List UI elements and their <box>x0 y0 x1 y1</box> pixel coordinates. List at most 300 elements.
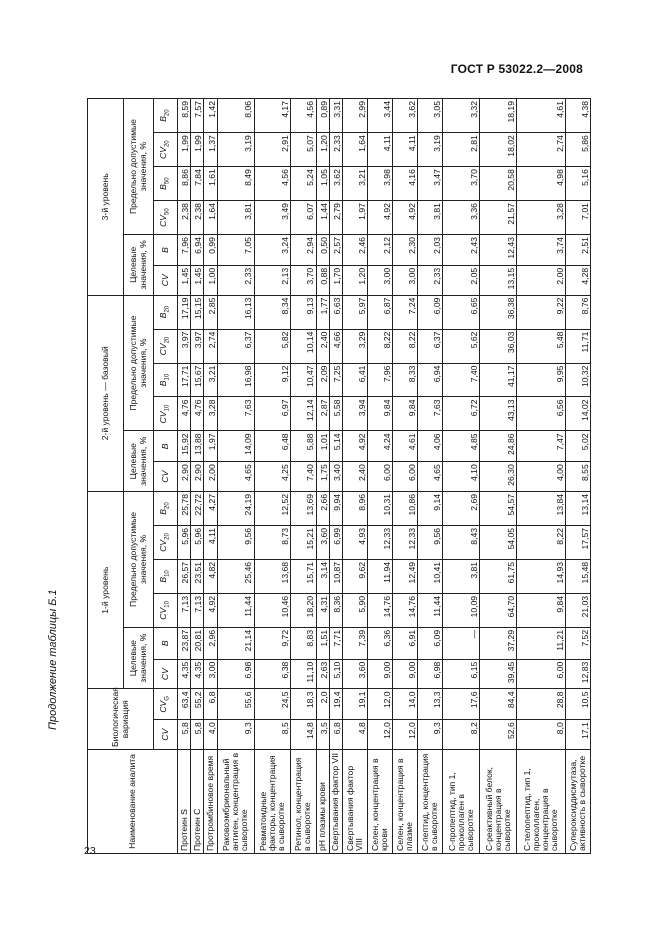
value-cell: 4,92 <box>204 593 217 627</box>
value-cell: 4,61 <box>393 431 418 462</box>
value-cell: 2,05 <box>443 265 480 295</box>
value-cell: 24,86 <box>480 431 517 462</box>
value-cell: 2,79 <box>329 201 342 235</box>
value-cell: 3,19 <box>418 133 443 167</box>
value-cell: 10,09 <box>443 593 480 627</box>
value-cell: 28,8 <box>517 689 566 720</box>
value-cell: 10,32 <box>565 363 590 397</box>
analyte-name: pH плазмы крови <box>316 749 329 853</box>
value-cell: 6,72 <box>443 397 480 431</box>
value-cell: 3,40 <box>329 462 342 492</box>
value-cell: 10,41 <box>418 559 443 593</box>
value-cell: 7,47 <box>517 431 566 462</box>
value-cell: 1,70 <box>329 265 342 295</box>
value-cell: 3,70 <box>443 167 480 201</box>
value-cell: 3,29 <box>342 329 367 363</box>
value-cell: 14,02 <box>565 397 590 431</box>
value-cell: 1,75 <box>316 462 329 492</box>
analyte-name: Протеин C <box>191 749 204 853</box>
value-cell: 2,30 <box>393 235 418 266</box>
table-row <box>517 99 566 854</box>
analyte-name: Селен, концентрация в крови <box>367 749 392 853</box>
target-header: Целевые значения, % <box>124 431 154 492</box>
value-cell: 1,99 <box>191 133 204 167</box>
analyte-name: Протеин S <box>178 749 191 853</box>
value-cell: 6,87 <box>367 295 392 329</box>
value-cell: 6,41 <box>342 363 367 397</box>
value-cell: 9,3 <box>418 720 443 750</box>
col-b20: $B_{20}$ <box>154 295 178 329</box>
value-cell: 39,45 <box>480 659 517 689</box>
value-cell: 2,43 <box>443 235 480 266</box>
value-cell: 26,30 <box>480 462 517 492</box>
value-cell: 3,5 <box>316 720 329 750</box>
value-cell: 15,48 <box>565 559 590 593</box>
value-cell: 8,2 <box>443 720 480 750</box>
value-cell: 2,09 <box>316 363 329 397</box>
value-cell: 5,02 <box>565 431 590 462</box>
analyte-name: Ретинол, концентрация в сыворотке <box>291 749 316 853</box>
value-cell: 7,24 <box>393 295 418 329</box>
value-cell: 12,14 <box>291 397 316 431</box>
value-cell: 41,17 <box>480 363 517 397</box>
value-cell: 17,71 <box>178 363 191 397</box>
value-cell: 4,28 <box>565 265 590 295</box>
value-cell: 7,63 <box>217 397 254 431</box>
value-cell: 6,37 <box>217 329 254 363</box>
value-cell: 4,17 <box>254 99 291 133</box>
value-cell: 6,09 <box>418 295 443 329</box>
value-cell: 8,22 <box>517 525 566 559</box>
value-cell: 64,70 <box>480 593 517 627</box>
value-cell: 11,21 <box>517 627 566 659</box>
value-cell: 5,82 <box>254 329 291 363</box>
value-cell: 1,61 <box>204 167 217 201</box>
analyte-name: С-пептид, концентрация в сыворотке <box>418 749 443 853</box>
value-cell: 14,8 <box>291 720 316 750</box>
limit-header: Предельно допустимые значения, % <box>124 99 154 235</box>
value-cell: 2,38 <box>178 201 191 235</box>
value-cell: 2,33 <box>418 265 443 295</box>
value-cell: 4,0 <box>204 720 217 750</box>
value-cell: 11,71 <box>565 329 590 363</box>
value-cell: 22,72 <box>191 491 204 525</box>
value-cell: 9,00 <box>367 659 392 689</box>
col-b: B <box>154 431 178 462</box>
value-cell: 4,31 <box>316 593 329 627</box>
value-cell: 3,81 <box>443 559 480 593</box>
value-cell: 2,33 <box>329 133 342 167</box>
value-cell: 3,05 <box>418 99 443 133</box>
value-cell: 6,99 <box>329 525 342 559</box>
value-cell: 1,44 <box>316 201 329 235</box>
value-cell: 5,48 <box>517 329 566 363</box>
col-cv: CV <box>154 265 178 295</box>
col-b10: $B_{10}$ <box>154 363 178 397</box>
value-cell: 17,6 <box>443 689 480 720</box>
value-cell: 2,12 <box>367 235 392 266</box>
value-cell: 4,38 <box>565 99 590 133</box>
value-cell: 7,71 <box>329 627 342 659</box>
value-cell: 17,57 <box>565 525 590 559</box>
value-cell: 13,88 <box>191 431 204 462</box>
value-cell: 7,01 <box>565 201 590 235</box>
value-cell: 7,96 <box>178 235 191 266</box>
value-cell: 6,00 <box>393 462 418 492</box>
value-cell: 14,76 <box>367 593 392 627</box>
value-cell: 6,00 <box>367 462 392 492</box>
value-cell: 2,90 <box>178 462 191 492</box>
value-cell: 5,97 <box>342 295 367 329</box>
value-cell: 52,6 <box>480 720 517 750</box>
value-cell: 6,91 <box>393 627 418 659</box>
value-cell: 3,70 <box>291 265 316 295</box>
table-row <box>367 99 392 854</box>
value-cell: 63,4 <box>178 689 191 720</box>
value-cell: 2,87 <box>316 397 329 431</box>
value-cell: 4,76 <box>178 397 191 431</box>
col-cv20: $CV_{20}$ <box>154 133 178 167</box>
value-cell: 5,96 <box>178 525 191 559</box>
value-cell: 7,39 <box>342 627 367 659</box>
value-cell: 5,10 <box>329 659 342 689</box>
value-cell: 25,46 <box>217 559 254 593</box>
value-cell: 4,06 <box>418 431 443 462</box>
value-cell: 8,22 <box>393 329 418 363</box>
value-cell: 3,74 <box>517 235 566 266</box>
value-cell: 5,58 <box>329 397 342 431</box>
value-cell: 25,78 <box>178 491 191 525</box>
value-cell: 8,86 <box>178 167 191 201</box>
analyte-table <box>87 98 591 854</box>
col-b20: $B_{20}$ <box>154 491 178 525</box>
value-cell: 1,05 <box>316 167 329 201</box>
value-cell: 0,50 <box>316 235 329 266</box>
value-cell: 9,56 <box>217 525 254 559</box>
value-cell: 8,06 <box>217 99 254 133</box>
value-cell: 36,38 <box>480 295 517 329</box>
value-cell: 6,38 <box>254 659 291 689</box>
table-row <box>393 99 418 854</box>
value-cell: 10,86 <box>393 491 418 525</box>
value-cell: 3,44 <box>367 99 392 133</box>
value-cell: 1,51 <box>316 627 329 659</box>
value-cell: 5,62 <box>443 329 480 363</box>
value-cell: 21,57 <box>480 201 517 235</box>
value-cell: 4,56 <box>254 167 291 201</box>
standard-designation: ГОСТ Р 53022.2—2008 <box>450 62 583 76</box>
value-cell: 18,02 <box>480 133 517 167</box>
value-cell: 5,90 <box>342 593 367 627</box>
value-cell: 4,24 <box>367 431 392 462</box>
value-cell: 7,13 <box>178 593 191 627</box>
value-cell: 2,40 <box>342 462 367 492</box>
value-cell: 5,8 <box>178 720 191 750</box>
value-cell: 1,77 <box>316 295 329 329</box>
value-cell: 15,21 <box>291 525 316 559</box>
analyte-name: Супероксиддисмутаза, активность в сыворотке <box>565 749 590 853</box>
value-cell: 2,33 <box>217 265 254 295</box>
value-cell: 4,10 <box>443 462 480 492</box>
value-cell: 12,0 <box>393 720 418 750</box>
value-cell: 8,43 <box>443 525 480 559</box>
value-cell: 3,21 <box>204 363 217 397</box>
value-cell: 15,92 <box>178 431 191 462</box>
value-cell: 9,12 <box>254 363 291 397</box>
value-cell: 13,68 <box>254 559 291 593</box>
level1-header: 1-й уровень <box>88 491 124 688</box>
value-cell: 3,81 <box>217 201 254 235</box>
value-cell: 36,03 <box>480 329 517 363</box>
value-cell: 61,75 <box>480 559 517 593</box>
value-cell: 10,47 <box>291 363 316 397</box>
value-cell: 3,31 <box>329 99 342 133</box>
col-cv10: $CV_{10}$ <box>154 593 178 627</box>
table-row <box>178 99 191 854</box>
value-cell: 11,44 <box>217 593 254 627</box>
value-cell: 4,11 <box>204 525 217 559</box>
value-cell: 14,76 <box>393 593 418 627</box>
value-cell: 2,03 <box>418 235 443 266</box>
table-body <box>178 99 591 854</box>
value-cell: 8,55 <box>565 462 590 492</box>
analyte-name: Ревматоидные факторы, концентрация в сыворотке <box>254 749 291 853</box>
value-cell: 4,98 <box>517 167 566 201</box>
value-cell: 5,14 <box>329 431 342 462</box>
col-b20: $B_{20}$ <box>154 99 178 133</box>
col-cv20: $CV_{20}$ <box>154 329 178 363</box>
value-cell: 12,33 <box>393 525 418 559</box>
value-cell: 7,96 <box>367 363 392 397</box>
value-cell: 20,81 <box>191 627 204 659</box>
rotated-table-wrapper <box>87 98 591 854</box>
value-cell: 6,09 <box>418 627 443 659</box>
value-cell: 43,13 <box>480 397 517 431</box>
value-cell: 4,35 <box>178 659 191 689</box>
value-cell: 1,45 <box>178 265 191 295</box>
value-cell: 12,0 <box>367 720 392 750</box>
value-cell: 9,94 <box>329 491 342 525</box>
analyte-name: Протромбиновое время <box>204 749 217 853</box>
value-cell: 1,45 <box>191 265 204 295</box>
value-cell: 4,76 <box>191 397 204 431</box>
value-cell: 9,14 <box>418 491 443 525</box>
value-cell: 18,19 <box>480 99 517 133</box>
value-cell: 2,94 <box>291 235 316 266</box>
value-cell: 10,87 <box>329 559 342 593</box>
value-cell: 12,52 <box>254 491 291 525</box>
value-cell: 2,96 <box>204 627 217 659</box>
value-cell: 2,74 <box>204 329 217 363</box>
table-row <box>191 99 204 854</box>
value-cell: 7,13 <box>191 593 204 627</box>
value-cell: 2,0 <box>316 689 329 720</box>
value-cell: 9,22 <box>517 295 566 329</box>
col-cvg: $CV_G$ <box>154 689 178 720</box>
analyte-name: С-пропептид, тип 1, проколлаген в сыворотке <box>443 749 480 853</box>
value-cell: 2,99 <box>342 99 367 133</box>
value-cell: 9,13 <box>291 295 316 329</box>
value-cell: 18,20 <box>291 593 316 627</box>
value-cell: 2,66 <box>316 491 329 525</box>
value-cell: 1,97 <box>204 431 217 462</box>
value-cell: 3,32 <box>443 99 480 133</box>
value-cell: 12,43 <box>480 235 517 266</box>
value-cell: 24,19 <box>217 491 254 525</box>
value-cell: 8,49 <box>217 167 254 201</box>
value-cell: 2,40 <box>316 329 329 363</box>
value-cell: 6,98 <box>418 659 443 689</box>
value-cell: 5,24 <box>291 167 316 201</box>
value-cell: 4,82 <box>204 559 217 593</box>
value-cell: 3,24 <box>254 235 291 266</box>
value-cell: 8,36 <box>329 593 342 627</box>
value-cell: 2,46 <box>342 235 367 266</box>
col-cv10: $CV_{10}$ <box>154 397 178 431</box>
value-cell: 4,92 <box>367 201 392 235</box>
value-cell: 7,25 <box>329 363 342 397</box>
value-cell: 55,6 <box>217 689 254 720</box>
value-cell: 5,86 <box>565 133 590 167</box>
value-cell: 8,73 <box>254 525 291 559</box>
table-row <box>480 99 517 854</box>
value-cell: 1,00 <box>204 265 217 295</box>
value-cell: 8,34 <box>254 295 291 329</box>
value-cell: 7,84 <box>191 167 204 201</box>
value-cell: 2,81 <box>443 133 480 167</box>
value-cell: 26,57 <box>178 559 191 593</box>
col-cv: CV <box>154 659 178 689</box>
analyte-name: С-телопептид, тип 1, проколлаген, концентрация в сыворотке <box>517 749 566 853</box>
value-cell: 4,61 <box>517 99 566 133</box>
value-cell: 8,59 <box>178 99 191 133</box>
value-cell: 14,93 <box>517 559 566 593</box>
col-b: B <box>154 627 178 659</box>
value-cell: 8,96 <box>342 491 367 525</box>
value-cell: 7,40 <box>443 363 480 397</box>
value-cell: 4,00 <box>517 462 566 492</box>
value-cell: 8,5 <box>254 720 291 750</box>
value-cell: 2,85 <box>204 295 217 329</box>
value-cell: 17,19 <box>178 295 191 329</box>
value-cell: 2,74 <box>517 133 566 167</box>
value-cell: 0,89 <box>316 99 329 133</box>
value-cell: 9,84 <box>393 397 418 431</box>
value-cell: 3,97 <box>178 329 191 363</box>
value-cell: 11,10 <box>291 659 316 689</box>
value-cell: 9,3 <box>217 720 254 750</box>
target-header: Целевые значения, % <box>124 235 154 296</box>
value-cell: 3,14 <box>316 559 329 593</box>
value-cell: 4,85 <box>443 431 480 462</box>
value-cell: 1,37 <box>204 133 217 167</box>
value-cell: 0,99 <box>204 235 217 266</box>
value-cell: 1,97 <box>342 201 367 235</box>
limit-header: Предельно допустимые значения, % <box>124 295 154 431</box>
value-cell: 3,00 <box>204 659 217 689</box>
value-cell: 54,57 <box>480 491 517 525</box>
value-cell: 12,83 <box>565 659 590 689</box>
value-cell: 4,56 <box>291 99 316 133</box>
table-row <box>254 99 291 854</box>
table-row <box>329 99 342 854</box>
value-cell: 9,56 <box>418 525 443 559</box>
value-cell: 6,94 <box>418 363 443 397</box>
value-cell: 6,8 <box>204 689 217 720</box>
value-cell: 8,0 <box>517 720 566 750</box>
value-cell: 10,5 <box>565 689 590 720</box>
analyte-name: Свертывания фактор VII <box>329 749 342 853</box>
value-cell: 4,66 <box>329 329 342 363</box>
level3-header: 3-й уровень <box>88 99 124 296</box>
value-cell: 5,88 <box>291 431 316 462</box>
value-cell: 3,19 <box>217 133 254 167</box>
value-cell: 1,20 <box>342 265 367 295</box>
value-cell: 15,67 <box>191 363 204 397</box>
value-cell: 3,62 <box>393 99 418 133</box>
table-row <box>217 99 254 854</box>
value-cell: 4,65 <box>418 462 443 492</box>
col-cv: CV <box>154 462 178 492</box>
target-header: Целевые значения, % <box>124 627 154 689</box>
value-cell: 3,00 <box>393 265 418 295</box>
analyte-header: Наименование аналита <box>88 749 178 853</box>
value-cell: 6,98 <box>217 659 254 689</box>
value-cell: 54,05 <box>480 525 517 559</box>
value-cell: 5,07 <box>291 133 316 167</box>
value-cell: 9,95 <box>517 363 566 397</box>
value-cell: 8,76 <box>565 295 590 329</box>
value-cell: 14,0 <box>393 689 418 720</box>
value-cell: 14,09 <box>217 431 254 462</box>
value-cell: 1,99 <box>178 133 191 167</box>
value-cell: 10,31 <box>367 491 392 525</box>
value-cell: 7,40 <box>291 462 316 492</box>
value-cell: 6,56 <box>517 397 566 431</box>
analyte-name: Раковоэмбриональный антиген, концентрация в сыворотке <box>217 749 254 853</box>
value-cell: 7,57 <box>191 99 204 133</box>
value-cell: 13,14 <box>565 491 590 525</box>
value-cell: 3,47 <box>418 167 443 201</box>
value-cell: 18,3 <box>291 689 316 720</box>
value-cell: 4,27 <box>204 491 217 525</box>
value-cell: 13,69 <box>291 491 316 525</box>
table-caption: Продолжение таблицы Б.1 <box>47 589 59 730</box>
value-cell: 37,29 <box>480 627 517 659</box>
value-cell: 21,03 <box>565 593 590 627</box>
analyte-name: Селен, концентрация в плазме <box>393 749 418 853</box>
value-cell: 23,87 <box>178 627 191 659</box>
value-cell: 4,93 <box>342 525 367 559</box>
value-cell: 3,60 <box>342 659 367 689</box>
value-cell: 15,71 <box>291 559 316 593</box>
value-cell: 9,00 <box>393 659 418 689</box>
value-cell: 6,63 <box>329 295 342 329</box>
value-cell: 55,2 <box>191 689 204 720</box>
value-cell: 13,84 <box>517 491 566 525</box>
value-cell: 13,3 <box>418 689 443 720</box>
value-cell: 12,0 <box>367 689 392 720</box>
analyte-name: Свертывания фактор VIII <box>342 749 367 853</box>
table-row <box>291 99 316 854</box>
value-cell: 9,84 <box>367 397 392 431</box>
value-cell: 3,36 <box>443 201 480 235</box>
value-cell: 5,16 <box>565 167 590 201</box>
value-cell: 1,42 <box>204 99 217 133</box>
value-cell: 2,69 <box>443 491 480 525</box>
value-cell: 6,15 <box>443 659 480 689</box>
value-cell: 3,21 <box>342 167 367 201</box>
